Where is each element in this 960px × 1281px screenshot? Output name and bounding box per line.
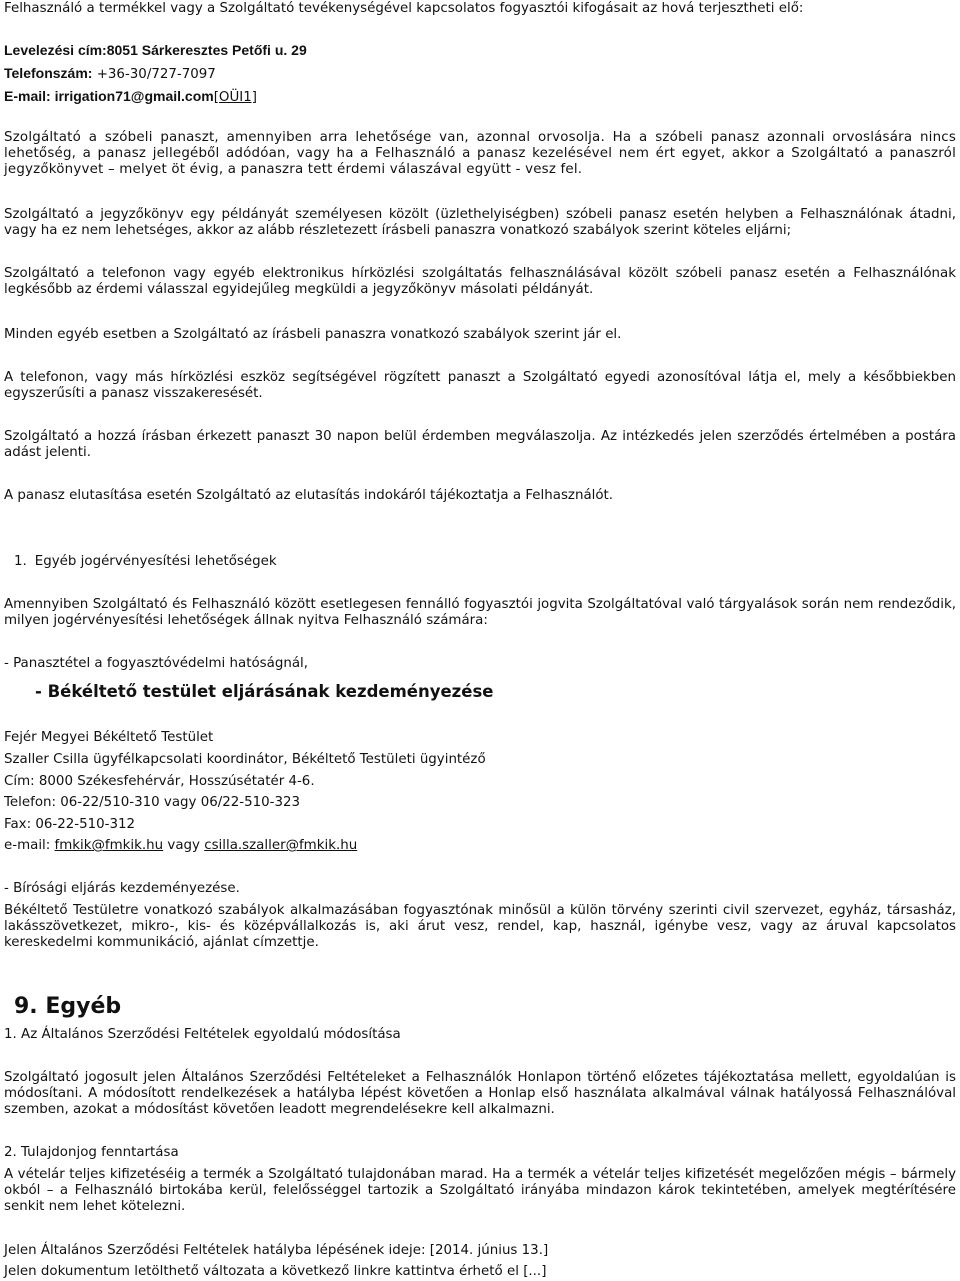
contact-email xyxy=(4,88,956,106)
email-prefix: e-mail: xyxy=(4,838,55,853)
contact-phone xyxy=(4,65,956,83)
board-name: Fejér Megyei Békéltető Testület xyxy=(4,730,214,745)
court-body: Békéltető Testületre vonatkozó szabályok alkalmazásában fogyasztónak minősül a külön törvény szerinti civil szervezet, egyház, társasház, lakásszövetkezet, mikro-, kis- és középvállalkozás is, aki árut vesz, rendel, kap, használ, igénybe vesz, vagy az áruval kapcsolatos kereskedelmi kommunikáció, ajánlat címzettje. xyxy=(4,903,956,950)
section1-title: Egyéb jogérvényesítési lehetőségek xyxy=(34,554,277,569)
email-link-fmkik[interactable]: fmkik@fmkik.hu xyxy=(54,838,164,853)
section9-sub1-heading: 1. Az Általános Szerződési Feltételek egyoldalú módosítása xyxy=(4,1027,401,1042)
section9-sub1-body: Szolgáltató jogosult jelen Általános Szerződési Feltételeket a Felhasználók Honlapon történő előzetes tájékoztatása mellett, egyoldalúan is módosítani. A módosított rendelkezések a hatályba lépést követően a Honlap első használata alkalmával válnak hatályossá Felhasználóval szemben, azokat a módosítást követően leadott megrendelésekre kell alkalmazni. xyxy=(4,1070,956,1117)
contact-address: Levelezési cím:8051 Sárkeresztes Petőfi u. 29 xyxy=(4,42,307,58)
email-separator: vagy xyxy=(163,838,205,853)
intro-text: Felhasználó a termékkel vagy a Szolgáltató tevékenységével kapcsolatos fogyasztói kifogásait az hová terjesztheti elő: xyxy=(4,1,804,16)
paragraph-phone-complaint: Szolgáltató a telefonon vagy egyéb elektronikus hírközlési szolgáltatás felhasználásával közölt szóbeli panasz esetén a Felhasználónak legkésőbb az érdemi válasszal egyidejűleg megküldi a jegyzőkönyv másolati példányát. xyxy=(4,266,956,297)
board-contact-person: Szaller Csilla ügyfélkapcsolati koordinátor, Békéltető Testületi ügyintéző xyxy=(4,752,486,767)
section9-heading: 9. Egyéb xyxy=(14,994,122,1019)
paragraph-identifier: A telefonon, vagy más hírközlési eszköz segítségével rögzített panaszt a Szolgáltató egyedi azonosítóval látja el, mely a későbbiekben egyszerűsíti a panasz visszakeresését. xyxy=(4,370,956,401)
board-email-line xyxy=(4,838,956,854)
section9-sub2-body: A vételár teljes kifizetéséig a termék a Szolgáltató tulajdonában marad. Ha a termék a vételár teljes kifizetését megelőzően mégis – bármely okból – a Felhasználó birtokába kerül, felelősséggel tartozik a Szolgáltató irányába mindazon károk tekintetében, amelyek megtérítésére senkit nem lehet kötelezni. xyxy=(4,1167,956,1214)
paragraph-oral-complaint: Szolgáltató a szóbeli panaszt, amennyiben arra lehetősége van, azonnal orvosolja. Ha a szóbeli panasz azonnali orvoslására nincs lehetőség, a panasz jellegéből adódóan, vagy ha a Felhasználó a panasz kezelésével nem ért egyet, akkor a Szolgáltató a panaszról jegyzőkönyvet – melyet öt évig, a panaszra tett érdemi válaszával együtt - vesz fel. xyxy=(4,130,956,177)
email-label: E-mail: irrigation71@gmail.com xyxy=(4,88,214,104)
phone-label: Telefonszám: xyxy=(4,65,93,81)
board-fax: Fax: 06-22-510-312 xyxy=(4,817,136,832)
paragraph-rejection: A panasz elutasítása esetén Szolgáltató az elutasítás indokáról tájékoztatja a Felhasználót. xyxy=(4,488,614,503)
section1-body: Amennyiben Szolgáltató és Felhasználó között esetlegesen fennálló fogyasztói jogvita Szolgáltatóval való tárgyalások során nem rendeződik, milyen jogérvényesítési lehetőségek állnak nyitva Felhasználó számára: xyxy=(4,597,956,628)
remedy-item-conciliation: - Békéltető testület eljárásának kezdeményezése xyxy=(35,682,494,701)
paragraph-written-reply: Szolgáltató a hozzá írásban érkezett panaszt 30 napon belül érdemben megválaszolja. Az intézkedés jelen szerződés értelmében a postára adást jelenti. xyxy=(4,429,956,460)
remedy-item-court: - Bírósági eljárás kezdeményezése. xyxy=(4,881,240,896)
download-note: Jelen dokumentum letölthető változata a következő linkre kattintva érhető el [...] xyxy=(4,1264,547,1279)
paragraph-minutes-copy: Szolgáltató a jegyzőkönyv egy példányát személyesen közölt (üzlethelyiségben) szóbeli panasz esetén helyben a Felhasználónak átadni, vagy ha ez nem lehetséges, akkor az alább részletezett írásbeli panaszra vonatkozó szabályok szerint köteles eljárni; xyxy=(4,207,956,238)
phone-value: +36-30/727-7097 xyxy=(92,67,216,82)
comment-reference-link[interactable]: [OÜI1] xyxy=(213,90,257,105)
paragraph-other-cases: Minden egyéb esetben a Szolgáltató az írásbeli panaszra vonatkozó szabályok szerint jár el. xyxy=(4,327,622,342)
section9-sub2-heading: 2. Tulajdonjog fenntartása xyxy=(4,1145,179,1160)
board-address: Cím: 8000 Székesfehérvár, Hosszúsétatér 4-6. xyxy=(4,774,315,789)
board-phone: Telefon: 06-22/510-310 vagy 06/22-510-323 xyxy=(4,795,301,810)
section1-number: 1. xyxy=(14,554,27,569)
effective-date: Jelen Általános Szerződési Feltételek hatályba lépésének ideje: [2014. június 13.] xyxy=(4,1243,549,1258)
remedy-item-consumer-authority: - Panasztétel a fogyasztóvédelmi hatóságnál, xyxy=(4,656,308,671)
section1-heading xyxy=(14,554,956,570)
email-link-szaller[interactable]: csilla.szaller@fmkik.hu xyxy=(204,838,358,853)
